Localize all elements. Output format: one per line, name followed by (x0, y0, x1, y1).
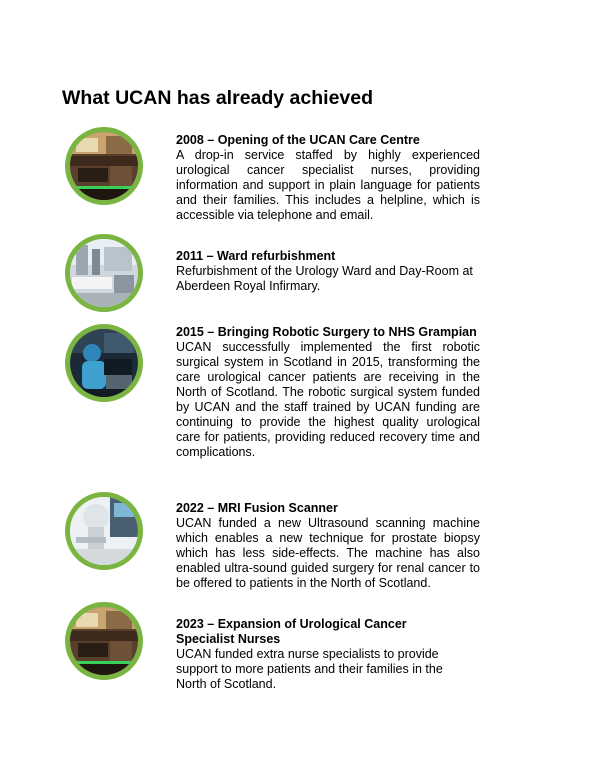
achievement-body: A drop-in service staffed by highly experienced urological cancer specialist nurses, providing information and support in plain language for patients and their families. This includes a helpline, which is accessible via telephone and email. (176, 148, 480, 222)
achievement-2022 (176, 501, 480, 591)
achievement-2023 (176, 617, 468, 692)
achievement-heading: 2011 – Ward refurbishment (176, 249, 336, 263)
care-centre-photo-icon (65, 602, 143, 680)
page-title: What UCAN has already achieved (62, 87, 374, 109)
achievement-body: UCAN funded a new Ultrasound scanning machine which enables a new technique for prostate biopsy which has less side-effects. The machine has also enabled ultra-sound guided surgery for renal cancer to be offered to patients in the North of Scotland. (176, 516, 480, 590)
ultrasound-scanner-photo-icon (65, 492, 143, 570)
hospital-ward-photo-icon (65, 234, 143, 312)
achievement-heading: 2023 – Expansion of Urological Cancer Specialist Nurses (176, 617, 407, 646)
achievement-2008 (176, 133, 480, 223)
robotic-surgery-photo-icon (65, 324, 143, 402)
achievement-body: UCAN funded extra nurse specialists to provide support to more patients and their families in the North of Scotland. (176, 647, 443, 691)
care-centre-photo-icon (65, 127, 143, 205)
achievement-heading: 2015 – Bringing Robotic Surgery to NHS Grampian (176, 325, 477, 339)
achievement-heading: 2008 – Opening of the UCAN Care Centre (176, 133, 420, 147)
achievement-body: Refurbishment of the Urology Ward and Day-Room at Aberdeen Royal Infirmary. (176, 264, 473, 293)
achievement-body: UCAN successfully implemented the first robotic surgical system in Scotland in 2015, transforming the care urological cancer patients are receiving in the North of Scotland. The robotic surgical system funded by UCAN and the staff trained by UCAN funding are continuing to provide the highest quality urological care for patients, providing reduced recovery time and complications. (176, 340, 480, 459)
achievement-heading: 2022 – MRI Fusion Scanner (176, 501, 338, 515)
achievement-2015 (176, 325, 480, 460)
achievement-2011 (176, 249, 486, 294)
